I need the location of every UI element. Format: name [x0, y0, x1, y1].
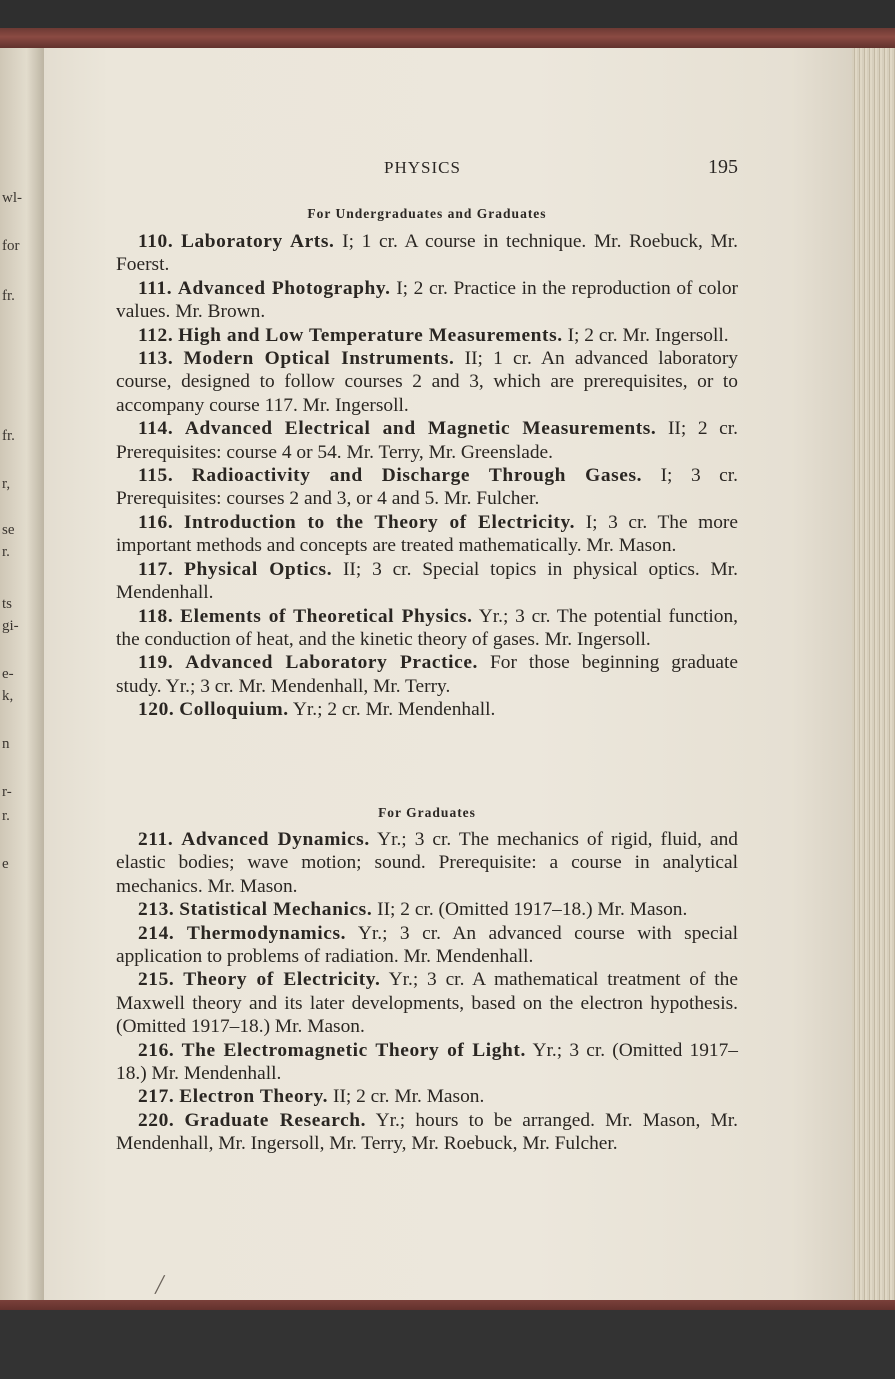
- course-entry: [116, 968, 738, 1038]
- facing-page-fragment: for: [2, 238, 20, 254]
- course-title: The Electromagnetic Theory of Light.: [181, 1039, 526, 1061]
- section-title: For Undergraduates and Graduates: [307, 206, 547, 221]
- course-description: Yr.; 3 cr. The mechanics of rigid, fluid, and elastic bodies; wave motion; sound. Prerequisite: a course in analytical mechanics. Mr. Mason.: [116, 829, 738, 897]
- course-title: Physical Optics.: [184, 558, 333, 580]
- course-description: I; 3 cr. The more important methods and concepts are treated mathematically. Mr. Mason.: [116, 511, 738, 557]
- course-entry: [116, 230, 738, 277]
- course-number: 120.: [138, 699, 175, 721]
- facing-page-fragment: r-: [2, 784, 12, 800]
- course-description: Yr.; hours to be arranged. Mr. Mason, Mr. Mendenhall, Mr. Ingersoll, Mr. Terry, Mr. Roebuck, Mr. Fulcher.: [116, 1109, 738, 1155]
- course-number: 114.: [138, 418, 174, 440]
- book-binding-top: [0, 28, 895, 50]
- facing-page-fragment: r,: [2, 476, 11, 492]
- course-title: Advanced Laboratory Practice.: [185, 652, 479, 674]
- course-description: Yr.; 2 cr. Mr. Mendenhall.: [292, 699, 496, 721]
- facing-page-fragment: n: [2, 736, 10, 752]
- course-description: Yr.; 3 cr. (Omitted 1917–18.) Mr. Mendenhall.: [116, 1039, 738, 1085]
- facing-page-fragment: r.: [2, 808, 10, 824]
- course-title: Advanced Electrical and Magnetic Measurements.: [184, 418, 657, 440]
- course-title: Advanced Dynamics.: [181, 829, 370, 850]
- course-title: Theory of Electricity.: [183, 969, 381, 991]
- course-description: I; 2 cr. Practice in the reproduction of color values. Mr. Brown.: [116, 277, 738, 323]
- page-number: 195: [708, 156, 738, 178]
- course-number: 115.: [138, 465, 174, 487]
- course-number: 214.: [138, 922, 175, 944]
- course-entry: [116, 651, 738, 698]
- course-description: II; 2 cr. (Omitted 1917–18.) Mr. Mason.: [377, 899, 688, 921]
- course-number: 213.: [138, 899, 175, 921]
- course-number: 113.: [138, 348, 174, 370]
- course-title: Elements of Theoretical Physics.: [180, 605, 473, 627]
- course-title: Laboratory Arts.: [180, 231, 335, 252]
- course-number: 118.: [138, 605, 174, 627]
- course-title: Thermodynamics.: [186, 922, 347, 944]
- course-entry: [116, 1085, 738, 1108]
- facing-page: [0, 48, 44, 1310]
- course-number: 112.: [138, 324, 174, 346]
- course-number: 215.: [138, 969, 175, 991]
- course-entry: [116, 698, 738, 721]
- course-number: 119.: [138, 652, 174, 674]
- course-entry: [116, 464, 738, 511]
- course-list-graduate: [116, 828, 738, 1156]
- facing-page-fragment: fr.: [2, 288, 15, 304]
- course-list-undergrad-grad: [116, 230, 738, 722]
- course-title: Colloquium.: [179, 699, 289, 721]
- course-number: 110.: [138, 231, 174, 252]
- course-title: Introduction to the Theory of Electricity.: [183, 511, 576, 533]
- running-head: PHYSICS: [384, 158, 461, 177]
- page-edges: [852, 48, 895, 1306]
- course-title: Statistical Mechanics.: [179, 899, 373, 921]
- course-number: 217.: [138, 1086, 175, 1108]
- page-speck: ╱: [155, 1277, 165, 1294]
- course-description: II; 3 cr. Special topics in physical optics. Mr. Mendenhall.: [116, 558, 738, 604]
- course-entry: [116, 347, 738, 417]
- course-title: Advanced Photography.: [177, 277, 391, 299]
- facing-page-fragment: fr.: [2, 428, 15, 444]
- facing-page-fragment: e-: [2, 666, 14, 682]
- course-description: I; 3 cr. Prerequisites: courses 2 and 3, or 4 and 5. Mr. Fulcher.: [116, 465, 738, 510]
- course-entry: [116, 1109, 738, 1156]
- course-entry: [116, 417, 738, 464]
- course-title: Radioactivity and Discharge Through Gases.: [191, 465, 643, 487]
- course-description: II; 2 cr. Prerequisites: course 4 or 54. Mr. Terry, Mr. Greenslade.: [116, 418, 738, 463]
- course-entry: [116, 605, 738, 652]
- course-number: 220.: [138, 1109, 175, 1131]
- scan-background-bottom: [0, 1310, 895, 1379]
- course-number: 116.: [138, 511, 174, 533]
- course-number: 216.: [138, 1039, 175, 1061]
- course-title: Modern Optical Instruments.: [183, 348, 455, 370]
- course-description: Yr.; 3 cr. An advanced course with special application to problems of radiation. Mr. Mendenhall.: [116, 922, 738, 968]
- course-entry: [116, 828, 738, 898]
- course-description: II; 1 cr. An advanced laboratory course, designed to follow courses 2 and 3, which are prerequisites, or to accompany course 117. Mr. Ingersoll.: [116, 348, 738, 416]
- course-description: Yr.; 3 cr. The potential function, the conduction of heat, and the kinetic theory of gases. Mr. Ingersoll.: [116, 605, 738, 650]
- course-description: For those beginning graduate study. Yr.; 3 cr. Mr. Mendenhall, Mr. Terry.: [116, 652, 738, 697]
- facing-page-fragment: e: [2, 856, 9, 872]
- facing-page-fragment: wl-: [2, 190, 22, 206]
- section-title: For Graduates: [378, 805, 476, 820]
- course-title: Electron Theory.: [179, 1086, 329, 1108]
- course-entry: [116, 1039, 738, 1086]
- facing-page-fragment: r.: [2, 544, 10, 560]
- course-entry: [116, 277, 738, 324]
- course-entry: [116, 558, 738, 605]
- course-number: 211.: [138, 829, 174, 850]
- course-number: 117.: [138, 558, 174, 580]
- course-title: Graduate Research.: [184, 1109, 367, 1131]
- course-entry: [116, 922, 738, 969]
- facing-page-fragment: se: [2, 522, 15, 538]
- course-title: High and Low Temperature Measurements.: [178, 324, 563, 346]
- course-entry: [116, 324, 738, 347]
- facing-page-fragment: gi-: [2, 618, 19, 634]
- page-header: [116, 156, 738, 182]
- course-description: I; 1 cr. A course in technique. Mr. Roebuck, Mr. Foerst.: [116, 231, 739, 276]
- course-entry: [116, 898, 738, 921]
- course-description: II; 2 cr. Mr. Mason.: [332, 1086, 485, 1108]
- course-description: Yr.; 3 cr. A mathematical treatment of the Maxwell theory and its later developments, based on the electron hypothesis. (Omitted 1917–18.) Mr. Mason.: [116, 969, 738, 1038]
- facing-page-fragment: k,: [2, 688, 14, 704]
- course-entry: [116, 511, 738, 558]
- course-number: 111.: [138, 277, 173, 299]
- course-description: I; 2 cr. Mr. Ingersoll.: [567, 324, 729, 346]
- facing-page-fragment: ts: [2, 596, 13, 612]
